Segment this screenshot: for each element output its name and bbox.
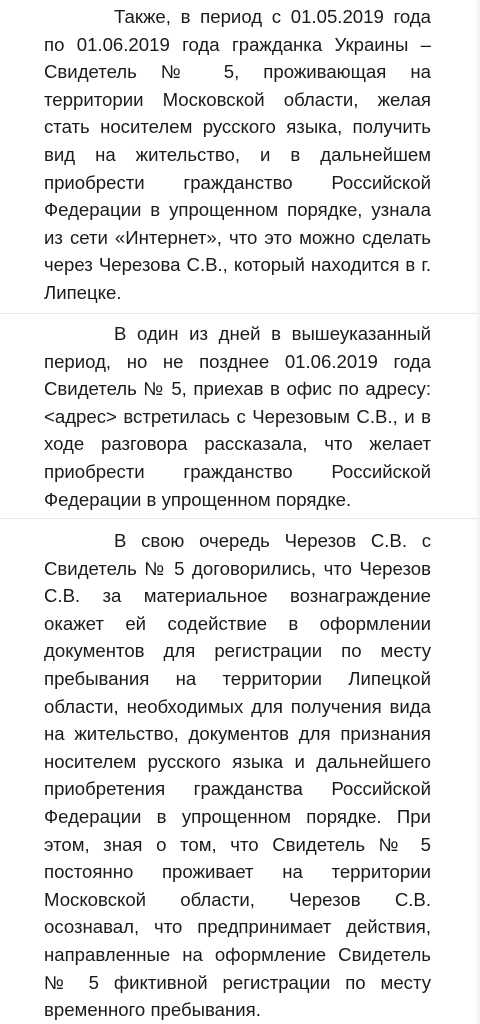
paragraph-divider — [0, 313, 480, 314]
paragraph-3: В свою очередь Черезов С.В. с Свидетель № 5 договорились, что Черезов С.В. за материальное вознаграждение окажет ей содействие в оформлении документов для регистрации по месту пребывания на территории Липецкой области, необходимых для получения вида на жительство, документов для признания носителем русского языка и дальнейшего приобретения гражданства Российской Федерации в упрощенном порядке. При этом, зная о том, что Свидетель № 5 постоянно проживает на территории Московской области, Черезов С.В. осознавал, что предпринимает действия, направленные на оформление Свидетель № 5 фиктивной регистрации по месту временного пребывания. — [44, 530, 431, 1021]
paragraph-divider — [0, 518, 480, 519]
paragraph-2: В один из дней в вышеуказанный период, но не позднее 01.06.2019 года Свидетель № 5, приехав в офис по адресу: <адрес> встретилась с Черезовым С.В., и в ходе разговора рассказала, что желает приобрести гражданство Российской Федерации в упрощенном порядке. — [44, 323, 431, 510]
paragraph-1: Также, в период с 01.05.2019 года по 01.06.2019 года гражданка Украины – Свидетель № 5, проживающая на территории Московской области, желая стать носителем русского языка, получить вид на жительство, и в дальнейшем приобрести гражданство Российской Федерации в упрощенном порядке, узнала из сети «Интернет», что это можно сделать через Черезова С.В., который находится в г. Липецке. — [44, 6, 431, 303]
